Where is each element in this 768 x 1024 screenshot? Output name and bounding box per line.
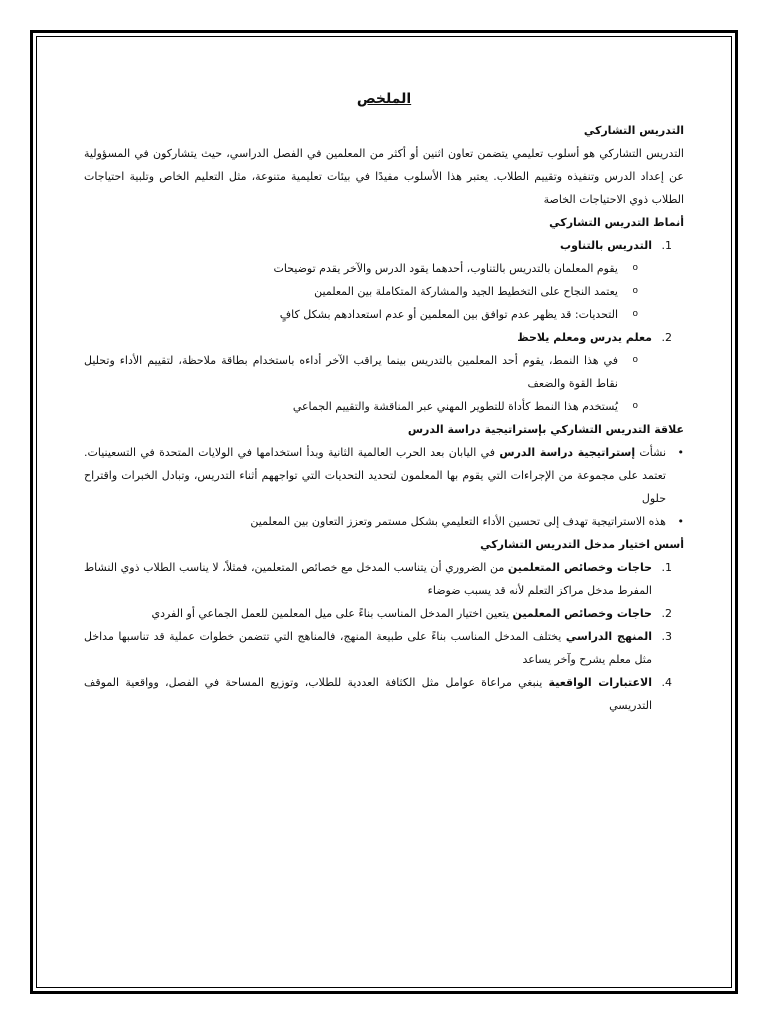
item-number: 2. — [661, 607, 672, 620]
list-item: • هذه الاستراتيجية تهدف إلى تحسين الأداء التعليمي بشكل مستمر وتعزز التعاون بين المعلمين — [84, 510, 684, 533]
document-body — [84, 88, 684, 717]
section-heading-patterns: أنماط التدريس التشاركي — [549, 216, 684, 229]
item-number: 1. — [661, 239, 672, 252]
bullet-dot-icon: • — [677, 515, 684, 528]
item-number: 3. — [661, 630, 672, 643]
circle-bullet-icon: o — [632, 401, 638, 411]
list-item: o يقوم المعلمان بالتدريس بالتناوب، أحدهما يقود الدرس والآخر يقدم توضيحات — [84, 257, 638, 280]
pattern-item — [84, 326, 672, 349]
section-heading-lesson-study: علاقة التدريس التشاركي بإستراتيجية دراسة الدرس — [407, 423, 684, 436]
circle-bullet-icon: o — [632, 263, 638, 273]
list-item: 2. حاجات وخصائص المعلمين يتعين اختيار المدخل المناسب بناءً على ميل المعلمين للعمل الجماعي أو الفردي — [84, 602, 672, 625]
circle-bullet-icon: o — [632, 355, 638, 365]
list-item: • نشأت إستراتيجية دراسة الدرس في اليابان بعد الحرب العالمية الثانية وبدأ استخدامها في الولايات المتحدة في التسعينيات. تعتمد على مجموعة من الإجراءات التي يقوم بها المعلمون لتحديد التحديات التي تواجههم أثناء التدريس، وتبادل الخبرات واقتراح حلول — [84, 441, 684, 510]
circle-bullet-icon: o — [632, 286, 638, 296]
list-item: o يُستخدم هذا النمط كأداة للتطوير المهني عبر المناقشة والتقييم الجماعي — [84, 395, 638, 418]
intro-paragraph: التدريس التشاركي هو أسلوب تعليمي يتضمن تعاون اثنين أو أكثر من المعلمين في الفصل الدراسي، حيث يتشاركون في المسؤولية عن إعداد الدرس وتنفيذه وتقييم الطلاب. يعتبر هذا الأسلوب مفيدًا في بيئات تعليمية متنوعة، مثل التعليم الخاص وتلبية احتياجات الطلاب ذوي الاحتياجات الخاصة — [84, 147, 684, 206]
bullet-dot-icon: • — [677, 446, 684, 459]
page-title: الملخص — [356, 91, 412, 107]
pattern-title: التدريس بالتناوب — [560, 239, 652, 252]
item-number: 4. — [661, 676, 672, 689]
list-item: 3. المنهج الدراسي يختلف المدخل المناسب بناءً على طبيعة المنهج، فالمناهج التي تتضمن خطوات عملية قد تناسبها مداخل مثل معلم يشرح وآخر يساعد — [84, 625, 672, 671]
list-item: o في هذا النمط، يقوم أحد المعلمين بالتدريس بينما يراقب الآخر أداءه باستخدام بطاقة ملاحظة، لتقييم الأداء وتحليل نقاط القوة والضعف — [84, 349, 638, 395]
item-number: 2. — [661, 331, 672, 344]
pattern-title: معلم يدرس ومعلم يلاحظ — [517, 331, 652, 344]
section-heading-collaborative-teaching: التدريس التشاركي — [583, 124, 684, 137]
list-item: 1. حاجات وخصائص المتعلمين من الضروري أن يتناسب المدخل مع خصائص المتعلمين، فمثلاً، لا يناسب الطلاب ذوي النشاط المفرط مدخل مراكز التعلم لأنه قد يسبب ضوضاء — [84, 556, 672, 602]
list-item: o التحديات: قد يظهر عدم توافق بين المعلمين أو عدم استعدادهم بشكل كافٍ — [84, 303, 638, 326]
section-heading-selection-basis: أسس اختيار مدخل التدريس التشاركي — [480, 538, 684, 551]
list-item: 4. الاعتبارات الواقعية ينبغي مراعاة عوامل مثل الكثافة العددية للطلاب، وتوزيع المساحة في الفصل، وواقعية الموقف التدريسي — [84, 671, 672, 717]
item-number: 1. — [661, 561, 672, 574]
list-item: o يعتمد النجاح على التخطيط الجيد والمشاركة المتكاملة بين المعلمين — [84, 280, 638, 303]
pattern-item — [84, 234, 672, 257]
circle-bullet-icon: o — [632, 309, 638, 319]
